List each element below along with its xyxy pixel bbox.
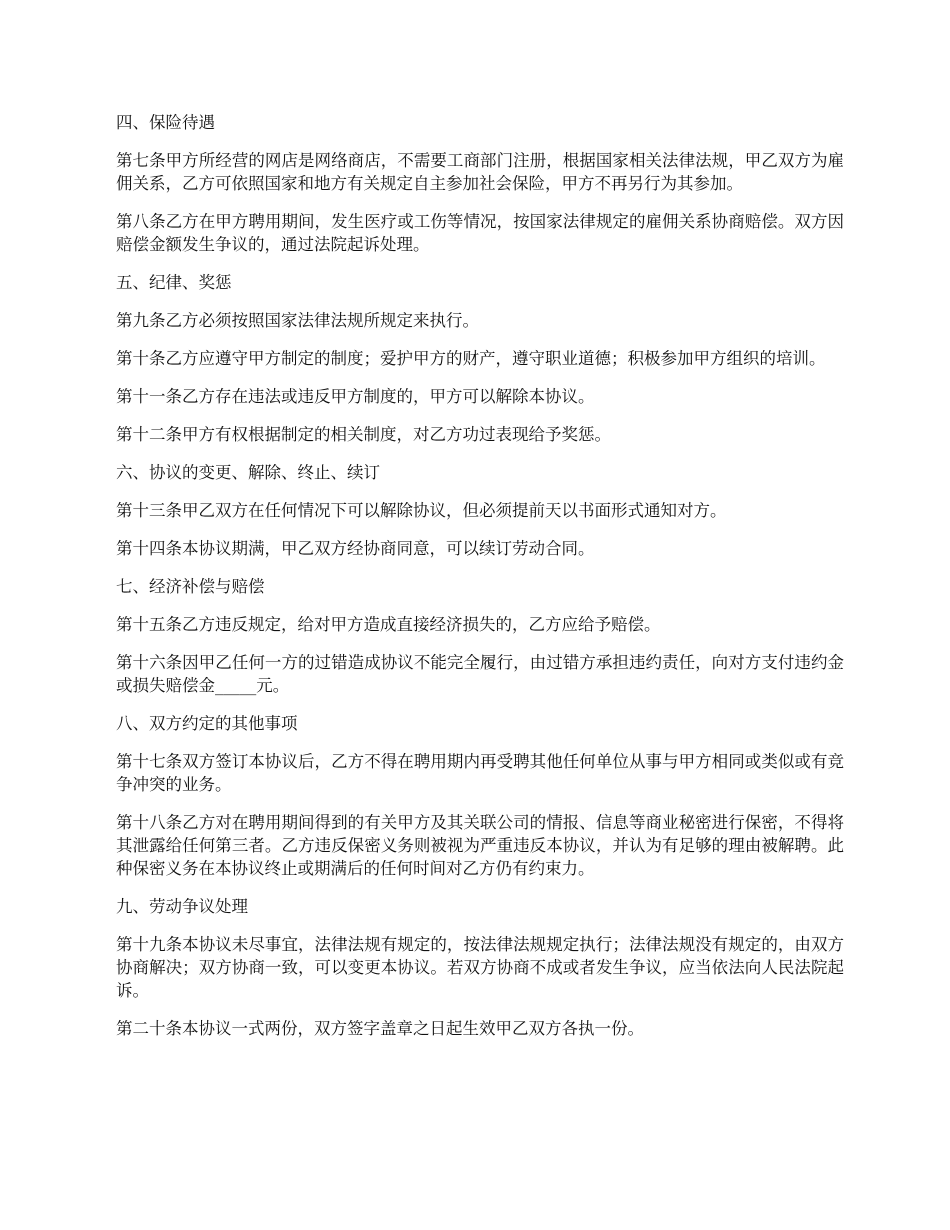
article-10: 第十条乙方应遵守甲方制定的制度；爱护甲方的财产，遵守职业道德；积极参加甲方组织的培训。 — [116, 349, 826, 368]
section-heading-discipline: 五、纪律、奖惩 — [116, 273, 232, 292]
section-heading-insurance: 四、保险待遇 — [116, 113, 215, 132]
article-19: 第十九条本协议未尽事宜，法律法规有规定的，按法律法规规定执行；法律法规没有规定的，由双方协商解决；双方协商一致，可以变更本协议。若双方协商不成或者发生争议，应当依法向人民法院起诉。 — [116, 935, 844, 1000]
article-14: 第十四条本协议期满，甲乙双方经协商同意，可以续订劳动合同。 — [116, 539, 595, 558]
section-heading-labor-disputes: 九、劳动争议处理 — [116, 897, 248, 916]
article-17: 第十七条双方签订本协议后，乙方不得在聘用期内再受聘其他任何单位从事与甲方相同或类似或有竞争冲突的业务。 — [116, 752, 844, 794]
article-20: 第二十条本协议一式两份，双方签字盖章之日起生效甲乙双方各执一份。 — [116, 1019, 644, 1038]
article-15: 第十五条乙方违反规定，给对甲方造成直接经济损失的，乙方应给予赔偿。 — [116, 615, 661, 634]
article-7: 第七条甲方所经营的网店是网络商店，不需要工商部门注册，根据国家相关法律法规，甲乙双方为雇佣关系，乙方可依照国家和地方有关规定自主参加社会保险，甲方不再另行为其参加。 — [116, 151, 844, 193]
document-body — [116, 111, 844, 1055]
article-11: 第十一条乙方存在违法或违反甲方制度的，甲方可以解除本协议。 — [116, 387, 595, 406]
section-heading-agreement-changes: 六、协议的变更、解除、终止、续订 — [116, 463, 380, 482]
article-12: 第十二条甲方有权根据制定的相关制度，对乙方功过表现给予奖惩。 — [116, 425, 611, 444]
article-8: 第八条乙方在甲方聘用期间，发生医疗或工伤等情况，按国家法律规定的雇佣关系协商赔偿。双方因赔偿金额发生争议的，通过法院起诉处理。 — [116, 212, 844, 254]
section-heading-compensation: 七、经济补偿与赔偿 — [116, 577, 265, 596]
article-16: 第十六条因甲乙任何一方的过错造成协议不能完全履行，由过错方承担违约责任，向对方支付违约金或损失赔偿金_____元。 — [116, 653, 844, 695]
article-9: 第九条乙方必须按照国家法律法规所规定来执行。 — [116, 311, 479, 330]
article-13: 第十三条甲乙双方在任何情况下可以解除协议，但必须提前天以书面形式通知对方。 — [116, 501, 727, 520]
article-18: 第十八条乙方对在聘用期间得到的有关甲方及其关联公司的情报、信息等商业秘密进行保密，不得将其泄露给任何第三者。乙方违反保密义务则被视为严重违反本协议，并认为有足够的理由被解聘。此种保密义务在本协议终止或期满后的任何时间对乙方仍有约束力。 — [116, 813, 844, 878]
section-heading-other-matters: 八、双方约定的其他事项 — [116, 714, 298, 733]
